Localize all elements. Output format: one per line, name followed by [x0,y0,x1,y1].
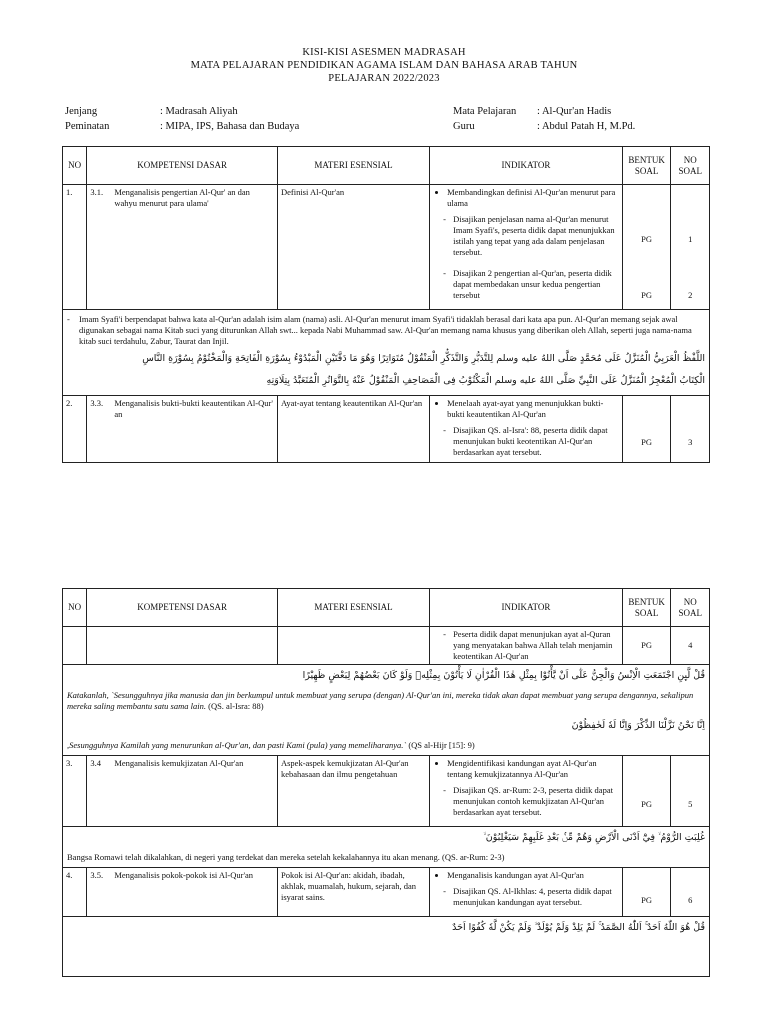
translation-text: ,Sesungguhnya Kamilah yang menurunkan al-Qur'an, dan pasti Kami (pula) yang memeliharanya.` [67,740,407,750]
note-text: Imam Syafi'i berpendapat bahwa kata al-Qur'an adalah isim alam (nama) asli. Al-Qur'an menurut imam Syafi'i tidaklah berasal dari kata apa pun. Al-Qur'an memang sejak awal digunakan sebagai nama Kitab suci yang diturunkan Allah swt... kepada Nabi Muhammad saw. Al-Qur'an memang nama khusus yang diberikan oleh Allah, seperti juga nama-nama kitab suci terdahulu, Zabur, Taurat dan Injil. [79,314,692,346]
translation-text: Bangsa Romawi telah dikalahkan, di negeri yang terdekat dan mereka setelah kekalahannya itu akan menang. (QS. ar-Rum: 2-3) [67,852,505,862]
note-row [63,665,710,756]
bentuk-soal: PG [622,212,671,266]
row-indikator-main [430,185,623,213]
no-soal: 5 [671,783,710,827]
arabic-text: قُلْ لَّىِٕنِ اجْتَمَعَتِ الْاِنْسُ وَالْجِنُّ عَلٰٓى اَنْ يَّأْتُوْا بِمِثْلِ هٰذَا الْقُرْاٰنِ لَا يَأْتُوْنَ بِمِثْلِهٖ وَلَوْ كَانَ بَعْضُهُمْ لِبَعْضٍ ظَهِيْرًا [302,670,705,681]
meta-right [453,104,635,134]
row-indikator-main [430,868,623,885]
bentuk-soal: PG [622,884,671,917]
col-nosoal: NO SOAL [671,589,710,627]
arabic-text: غُلِبَتِ الرُّوْمُ ۙ فِيْٓ اَدْنَى الْاَرْضِ وَهُمْ مِّنْۢ بَعْدِ غَلَبِهِمْ سَيَغْلِبُوْنَ ۙ [483,832,705,843]
arabic-text: قُلْ هُوَ اللّٰهُ اَحَدٌ ۚ اَللّٰهُ الصَّمَدُ ۚ لَمْ يَلِدْ وَلَمْ يُوْلَدْ ۙ وَلَمْ يَكُنْ لَّهٗ كُفُوًا اَحَدٌ [452,922,705,933]
indikator-sub-item: - Disajikan 2 pengertian al-Qur'an, peserta didik dapat membedakan unsur kedua pengertian tersebut [443,268,619,301]
kd-number: 3.3. [90,398,104,408]
kisi-table-1 [62,146,710,463]
indikator-sub-item: - Disajikan QS. al-Isra': 88, peserta didik dapat menunjukan bukti keotentikan Al-Qur'an berdasarkan ayat tersebut. [443,425,619,458]
row-kd [87,185,278,310]
indikator-item: • Membandingkan definisi Al-Qur'an menurut para ulama [447,187,619,209]
title-line-2: MATA PELAJARAN PENDIDIKAN AGAMA ISLAM DAN BAHASA ARAB TAHUN [190,60,578,71]
row-indikator-sub [430,212,623,266]
indikator-item: • Menganalisis kandungan ayat Al-Qur'an [447,870,619,881]
note-cell [63,917,710,977]
col-materi: MATERI ESENSIAL [277,589,429,627]
title-line-3: PELAJARAN 2022/2023 [328,73,440,84]
jenjang-label: Jenjang [65,106,98,117]
col-bentuk: BENTUK SOAL [622,147,671,185]
empty-cell [622,185,671,213]
empty-cell [671,396,710,424]
row-indikator-sub [430,627,623,665]
bentuk-soal: PG [622,423,671,463]
table-row [63,396,710,424]
note-cell [63,310,710,396]
col-indikator: INDIKATOR [430,589,623,627]
row-indikator-main [430,396,623,424]
table-row [63,756,710,784]
no-soal: 2 [671,266,710,310]
translation-text: Katakanlah, `Sesungguhnya jika manusia dan jin berkumpul untuk membuat yang serupa (dengan) Al-Qur'an ini, mereka tidak akan dapat membuat yang serupa dengannya, sekalipun mereka saling membantu satu sama lain. [67,690,694,711]
kd-number: 3.1. [90,187,104,197]
row-materi: Aspek-aspek kemukjizatan Al-Qur'an kebahasaan dan ilmu pengetahuan [277,756,429,827]
note-row [63,917,710,977]
verse-reference: (QS al-Hijr [15]: 9) [406,740,475,750]
row-indikator-sub [430,884,623,917]
table-row [63,627,710,665]
mapel-label: Mata Pelajaran [453,106,517,117]
empty-cell [671,756,710,784]
row-indikator-sub [430,423,623,463]
table-header-row [63,589,710,627]
empty-cell [671,868,710,885]
peminatan-value: : MIPA, IPS, Bahasa dan Budaya [160,121,300,132]
note-cell [63,665,710,756]
indikator-item: • Mengidentifikasi kandungan ayat Al-Qur'an tentang kemukjizatannya Al-Qur'an [447,758,619,780]
row-no: 2. [63,396,87,463]
row-materi: Pokok isi Al-Qur'an: akidah, ibadah, akhlak, muamalah, hukum, sejarah, dan isyarat sains. [277,868,429,917]
note-cell [63,827,710,868]
no-soal: 4 [671,627,710,665]
row-indikator-sub [430,783,623,827]
note-dash: - [67,314,70,324]
verse-reference: (QS. al-Isra: 88) [205,701,264,711]
guru-label: Guru [453,121,475,132]
arabic-text: الْكِتَابُ الْمُعْجِزُ الْمُنَزَّلُ عَلَى النَّبِيِّ صَلَّى اللهُ عليه وسلم الْمَكْتُوْبُ فِى الْمَصَاحِفِ الْمَنْقُوْلُ عَنْهُ بِالتَّوَاتُرِ الْمُتَعَبَّدُ بِتِلَاوَتِهِ [266,375,705,386]
kd-text: Menganalisis pokok-pokok isi Al-Qur'an [114,870,254,880]
note-row [63,827,710,868]
no-soal: 3 [671,423,710,463]
empty-cell [622,868,671,885]
empty-cell [622,756,671,784]
indikator-sub-item: - Disajikan QS. Al-Ikhlas: 4, peserta didik dapat menunjukan kandungan ayat tersebut. [443,886,619,908]
indikator-sub-item: - Disajikan QS. ar-Rum: 2-3, peserta didik dapat menunjukan contoh kemukjizatan Al-Qur'an berdasarkan ayat tersebut. [443,785,619,818]
row-materi: Ayat-ayat tentang keautentikan Al-Qur'an [277,396,429,463]
empty-cell [87,627,278,665]
bentuk-soal: PG [622,266,671,310]
row-indikator-sub [430,266,623,310]
bentuk-soal: PG [622,627,671,665]
kd-text: Menganalisis pengertian Al-Qur' an dan wahyu menurut para ulama' [114,187,250,208]
kd-number: 3.4 [90,758,101,768]
col-no: NO [63,589,87,627]
table-header-row [63,147,710,185]
table-row [63,868,710,885]
bentuk-soal: PG [622,783,671,827]
row-indikator-main [430,756,623,784]
kd-text: Menganalisis bukti-bukti keautentikan Al-Qur' an [114,398,273,419]
document-title [0,46,768,85]
row-materi: Definisi Al-Qur'an [277,185,429,310]
empty-cell [671,185,710,213]
indikator-sub-item: - Peserta didik dapat menunjukan ayat al-Quran yang menyatakan bahwa Allah telah menjamin keotentikan Al-Qur'an [443,629,619,662]
indikator-item: • Menelaah ayat-ayat yang menunjukkan bukti-bukti keautentikan Al-Qur'an [447,398,619,420]
row-kd [87,868,278,917]
meta-left [65,104,299,134]
row-no: 4. [63,868,87,917]
col-bentuk: BENTUK SOAL [622,589,671,627]
title-line-1: KISI-KISI ASESMEN MADRASAH [302,47,466,58]
empty-cell [277,627,429,665]
empty-cell [622,396,671,424]
col-materi: MATERI ESENSIAL [277,147,429,185]
row-no: 3. [63,756,87,827]
peminatan-label: Peminatan [65,121,110,132]
no-soal: 1 [671,212,710,266]
col-nosoal: NO SOAL [671,147,710,185]
col-kd: KOMPETENSI DASAR [87,589,278,627]
kisi-table-2 [62,588,710,977]
col-indikator: INDIKATOR [430,147,623,185]
indikator-sub-item: - Disajikan penjelasan nama al-Qur'an menurut Imam Syafi's, peserta didik dapat menunjukkan istilah yang tepat yang ada dalam penjelasan tersebut. [443,214,619,258]
row-no: 1. [63,185,87,310]
empty-cell [63,627,87,665]
no-soal: 6 [671,884,710,917]
mapel-value: : Al-Qur'an Hadis [537,106,612,117]
row-kd [87,756,278,827]
col-kd: KOMPETENSI DASAR [87,147,278,185]
note-row [63,310,710,396]
table-row [63,185,710,213]
kd-text: Menganalisis kemukjizatan Al-Qur'an [114,758,244,768]
kd-number: 3.5. [90,870,104,880]
arabic-text: اللَّفْظُ الْعَرَبِيُّ الْمُنَزَّلُ عَلَى مُحَمَّدٍ صَلَّى اللهُ عليه وسلم لِلتَّدَبُّرِ وَالتَّذَكُّرِ الْمَنْقُوْلُ مُتَوَاتِرًا وَهُوَ مَا دَفَّتَيْنِ الْمَبْدُوْءُ بِسُوْرَةِ الْفَاتِحَةِ وَالْمَخْتُوْمُ بِسُوْرَةِ النَّاسِ [142,353,705,364]
row-kd [87,396,278,463]
jenjang-value: : Madrasah Aliyah [160,106,238,117]
arabic-text: اِنَّا نَحْنُ نَزَّلْنَا الذِّكْرَ وَاِنَّا لَهٗ لَحٰفِظُوْنَ [571,720,705,731]
col-no: NO [63,147,87,185]
guru-value: : Abdul Patah H, M.Pd. [537,121,636,132]
